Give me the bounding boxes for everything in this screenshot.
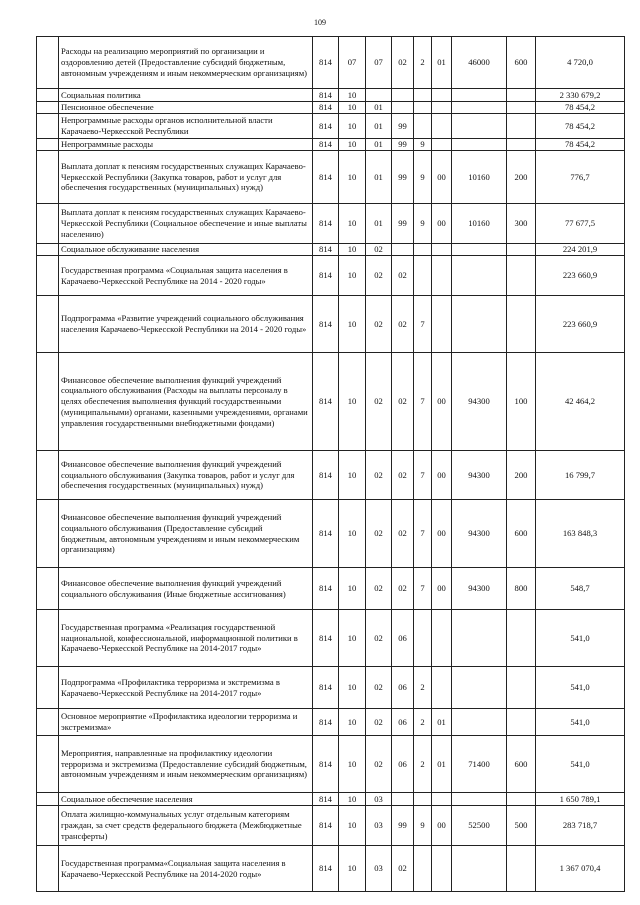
section-code-cell: 10 [339,204,366,244]
amount-cell: 16 799,7 [536,451,625,500]
subprogram-code-cell: 9 [414,151,432,204]
ved-code-cell: 814 [313,500,339,568]
event-code-cell [432,244,452,256]
page-number: 109 [314,18,326,27]
expense-type-cell: 800 [507,568,536,610]
row-number-cell [37,451,59,500]
direction-code-cell [452,846,507,892]
item-name-cell: Государственная программа«Социальная защита населения в Карачаево-Черкесской Республике на 2014-2020 годы» [59,846,313,892]
amount-cell: 776,7 [536,151,625,204]
amount-cell: 78 454,2 [536,139,625,151]
item-name-cell: Социальная политика [59,89,313,102]
program-code-cell: 02 [392,353,414,451]
expense-type-cell: 200 [507,451,536,500]
subprogram-code-cell [414,846,432,892]
subprogram-code-cell: 9 [414,204,432,244]
expense-type-cell: 300 [507,204,536,244]
ved-code-cell: 814 [313,793,339,806]
event-code-cell: 00 [432,806,452,846]
table-row [37,500,625,568]
program-code-cell [392,89,414,102]
amount-cell: 163 848,3 [536,500,625,568]
table-row [37,709,625,736]
section-code-cell: 10 [339,610,366,667]
subprogram-code-cell [414,244,432,256]
ved-code-cell: 814 [313,244,339,256]
amount-cell: 77 677,5 [536,204,625,244]
item-name-cell: Выплата доплат к пенсиям государственных служащих Карачаево-Черкесской Республики (Социальное обеспечение и иные выплаты населению) [59,204,313,244]
event-code-cell [432,610,452,667]
table-row [37,114,625,139]
section-code-cell: 10 [339,296,366,353]
program-code-cell: 06 [392,736,414,793]
subsection-code-cell: 01 [366,139,392,151]
section-code-cell: 07 [339,37,366,89]
expense-type-cell [507,89,536,102]
table-row [37,736,625,793]
subprogram-code-cell [414,793,432,806]
subprogram-code-cell: 2 [414,667,432,709]
subsection-code-cell: 01 [366,114,392,139]
subsection-code-cell: 03 [366,806,392,846]
subsection-code-cell: 01 [366,102,392,114]
direction-code-cell: 94300 [452,500,507,568]
section-code-cell: 10 [339,500,366,568]
direction-code-cell [452,244,507,256]
event-code-cell [432,667,452,709]
event-code-cell: 00 [432,500,452,568]
direction-code-cell [452,114,507,139]
event-code-cell [432,89,452,102]
table-row [37,610,625,667]
row-number-cell [37,204,59,244]
ved-code-cell: 814 [313,846,339,892]
ved-code-cell: 814 [313,89,339,102]
subprogram-code-cell: 7 [414,451,432,500]
ved-code-cell: 814 [313,114,339,139]
table-row [37,793,625,806]
event-code-cell [432,139,452,151]
subprogram-code-cell: 2 [414,709,432,736]
item-name-cell: Расходы на реализацию мероприятий по организации и оздоровлению детей (Предоставление субсидий бюджетным, автономным учреждениям и иным некоммерческим организациям) [59,37,313,89]
row-number-cell [37,667,59,709]
row-number-cell [37,736,59,793]
item-name-cell: Государственная программа «Социальная защита населения в Карачаево-Черкесской Республике на 2014 - 2020 годы» [59,256,313,296]
item-name-cell: Оплата жилищно-коммунальных услуг отдельным категориям граждан, за счет средств федерального бюджета (Межбюджетные трансферты) [59,806,313,846]
program-code-cell [392,244,414,256]
ved-code-cell: 814 [313,353,339,451]
item-name-cell: Социальное обеспечение населения [59,793,313,806]
program-code-cell: 02 [392,37,414,89]
item-name-cell: Государственная программа «Реализация государственной национальной, конфессиональной, информационной политики в Карачаево-Черкесской Республике на 2014-2017 годы» [59,610,313,667]
event-code-cell: 00 [432,568,452,610]
subsection-code-cell: 02 [366,610,392,667]
subprogram-code-cell: 2 [414,736,432,793]
subprogram-code-cell: 7 [414,296,432,353]
direction-code-cell: 10160 [452,204,507,244]
event-code-cell [432,296,452,353]
section-code-cell: 10 [339,806,366,846]
event-code-cell: 01 [432,736,452,793]
program-code-cell: 02 [392,568,414,610]
expense-type-cell [507,610,536,667]
expense-type-cell [507,793,536,806]
table-row [37,151,625,204]
program-code-cell: 06 [392,709,414,736]
amount-cell: 541,0 [536,667,625,709]
event-code-cell [432,846,452,892]
amount-cell: 78 454,2 [536,102,625,114]
amount-cell: 223 660,9 [536,296,625,353]
subprogram-code-cell: 7 [414,353,432,451]
section-code-cell: 10 [339,151,366,204]
program-code-cell: 02 [392,256,414,296]
table-row [37,451,625,500]
item-name-cell: Финансовое обеспечение выполнения функций учреждений социального обслуживания (Иные бюджетные ассигнования) [59,568,313,610]
item-name-cell: Непрограммные расходы органов исполнительной власти Карачаево-Черкесской Республики [59,114,313,139]
expense-type-cell [507,114,536,139]
subprogram-code-cell: 9 [414,806,432,846]
program-code-cell: 02 [392,846,414,892]
amount-cell: 1 650 789,1 [536,793,625,806]
program-code-cell: 02 [392,500,414,568]
program-code-cell: 99 [392,806,414,846]
item-name-cell: Непрограммные расходы [59,139,313,151]
table-row [37,256,625,296]
item-name-cell: Мероприятия, направленные на профилактику идеологии терроризма и экстремизма (Предоставление субсидий бюджетным, автономным учреждениям и иным некоммерческим организациям) [59,736,313,793]
item-name-cell: Финансовое обеспечение выполнения функций учреждений социального обслуживания (Расходы на выплаты персоналу в целях обеспечения выполнения функций государственными (муниципальными) органами, казенными учреждениями, органами управления государственными внебюджетными фондами) [59,353,313,451]
expense-type-cell: 600 [507,500,536,568]
section-code-cell: 10 [339,89,366,102]
amount-cell: 4 720,0 [536,37,625,89]
direction-code-cell: 94300 [452,353,507,451]
item-name-cell: Финансовое обеспечение выполнения функций учреждений социального обслуживания (Закупка товаров, работ и услуг для обеспечения государственных (муниципальных) нужд) [59,451,313,500]
subsection-code-cell: 02 [366,451,392,500]
section-code-cell: 10 [339,793,366,806]
table-row [37,846,625,892]
ved-code-cell: 814 [313,37,339,89]
item-name-cell: Подпрограмма «Профилактика терроризма и экстремизма в Карачаево-Черкесской Республике на 2014-2017 годы» [59,667,313,709]
subsection-code-cell: 01 [366,204,392,244]
direction-code-cell [452,610,507,667]
subsection-code-cell: 02 [366,500,392,568]
section-code-cell: 10 [339,353,366,451]
expense-type-cell: 100 [507,353,536,451]
direction-code-cell [452,296,507,353]
amount-cell: 1 367 070,4 [536,846,625,892]
table-row [37,139,625,151]
subprogram-code-cell [414,114,432,139]
subsection-code-cell: 07 [366,37,392,89]
ved-code-cell: 814 [313,806,339,846]
row-number-cell [37,793,59,806]
expense-type-cell [507,296,536,353]
amount-cell: 541,0 [536,610,625,667]
program-code-cell [392,793,414,806]
table-row [37,244,625,256]
table-row [37,806,625,846]
amount-cell: 541,0 [536,709,625,736]
section-code-cell: 10 [339,846,366,892]
ved-code-cell: 814 [313,451,339,500]
amount-cell: 223 660,9 [536,256,625,296]
program-code-cell: 99 [392,204,414,244]
ved-code-cell: 814 [313,736,339,793]
row-number-cell [37,353,59,451]
subsection-code-cell: 03 [366,846,392,892]
table-row [37,568,625,610]
subsection-code-cell: 02 [366,709,392,736]
subsection-code-cell: 02 [366,667,392,709]
subprogram-code-cell [414,102,432,114]
program-code-cell: 99 [392,139,414,151]
subsection-code-cell: 02 [366,256,392,296]
item-name-cell: Основное мероприятие «Профилактика идеологии терроризма и экстремизма» [59,709,313,736]
row-number-cell [37,89,59,102]
direction-code-cell: 94300 [452,568,507,610]
subsection-code-cell: 01 [366,151,392,204]
direction-code-cell: 10160 [452,151,507,204]
item-name-cell: Подпрограмма «Развитие учреждений социального обслуживания населения Карачаево-Черкесской Республики на 2014 - 2020 годы» [59,296,313,353]
direction-code-cell [452,139,507,151]
table-row [37,204,625,244]
section-code-cell: 10 [339,736,366,793]
ved-code-cell: 814 [313,204,339,244]
budget-table [36,36,625,892]
subsection-code-cell: 02 [366,736,392,793]
expense-type-cell: 500 [507,806,536,846]
item-name-cell: Выплата доплат к пенсиям государственных служащих Карачаево-Черкесской Республики (Закупка товаров, работ и услуг для обеспечения государственных (муниципальных) нужд) [59,151,313,204]
expense-type-cell [507,244,536,256]
section-code-cell: 10 [339,667,366,709]
row-number-cell [37,256,59,296]
row-number-cell [37,139,59,151]
subprogram-code-cell [414,89,432,102]
row-number-cell [37,114,59,139]
item-name-cell: Социальное обслуживание населения [59,244,313,256]
subsection-code-cell: 02 [366,296,392,353]
subsection-code-cell: 02 [366,244,392,256]
ved-code-cell: 814 [313,296,339,353]
program-code-cell: 02 [392,296,414,353]
expense-type-cell [507,667,536,709]
subsection-code-cell: 02 [366,568,392,610]
program-code-cell [392,102,414,114]
subprogram-code-cell: 7 [414,500,432,568]
direction-code-cell: 46000 [452,37,507,89]
ved-code-cell: 814 [313,151,339,204]
event-code-cell [432,114,452,139]
expense-type-cell: 200 [507,151,536,204]
program-code-cell: 06 [392,610,414,667]
subprogram-code-cell: 2 [414,37,432,89]
item-name-cell: Пенсионное обеспечение [59,102,313,114]
ved-code-cell: 814 [313,568,339,610]
row-number-cell [37,610,59,667]
table-row [37,296,625,353]
expense-type-cell [507,846,536,892]
section-code-cell: 10 [339,139,366,151]
direction-code-cell: 71400 [452,736,507,793]
table-row [37,667,625,709]
event-code-cell [432,256,452,296]
direction-code-cell [452,709,507,736]
ved-code-cell: 814 [313,667,339,709]
section-code-cell: 10 [339,244,366,256]
item-name-cell: Финансовое обеспечение выполнения функций учреждений социального обслуживания (Предоставление субсидий бюджетным, автономным учреждениям и иным некоммерческим организациям) [59,500,313,568]
event-code-cell: 00 [432,451,452,500]
row-number-cell [37,151,59,204]
table-row [37,89,625,102]
section-code-cell: 10 [339,256,366,296]
direction-code-cell [452,793,507,806]
direction-code-cell [452,102,507,114]
section-code-cell: 10 [339,114,366,139]
amount-cell: 78 454,2 [536,114,625,139]
row-number-cell [37,500,59,568]
amount-cell: 2 330 679,2 [536,89,625,102]
subsection-code-cell: 03 [366,793,392,806]
table-row [37,102,625,114]
direction-code-cell: 94300 [452,451,507,500]
amount-cell: 42 464,2 [536,353,625,451]
row-number-cell [37,296,59,353]
program-code-cell: 99 [392,114,414,139]
expense-type-cell: 600 [507,37,536,89]
subsection-code-cell [366,89,392,102]
event-code-cell: 01 [432,37,452,89]
program-code-cell: 99 [392,151,414,204]
row-number-cell [37,709,59,736]
expense-type-cell [507,139,536,151]
ved-code-cell: 814 [313,102,339,114]
row-number-cell [37,244,59,256]
row-number-cell [37,37,59,89]
section-code-cell: 10 [339,102,366,114]
amount-cell: 283 718,7 [536,806,625,846]
program-code-cell: 02 [392,451,414,500]
table-row [37,353,625,451]
section-code-cell: 10 [339,709,366,736]
direction-code-cell: 52500 [452,806,507,846]
amount-cell: 541,0 [536,736,625,793]
event-code-cell: 00 [432,353,452,451]
direction-code-cell [452,256,507,296]
ved-code-cell: 814 [313,610,339,667]
expense-type-cell [507,256,536,296]
amount-cell: 224 201,9 [536,244,625,256]
ved-code-cell: 814 [313,139,339,151]
direction-code-cell [452,667,507,709]
expense-type-cell [507,709,536,736]
section-code-cell: 10 [339,451,366,500]
expense-type-cell: 600 [507,736,536,793]
event-code-cell: 00 [432,204,452,244]
row-number-cell [37,102,59,114]
row-number-cell [37,568,59,610]
event-code-cell [432,102,452,114]
subprogram-code-cell: 7 [414,568,432,610]
subprogram-code-cell: 9 [414,139,432,151]
event-code-cell: 00 [432,151,452,204]
section-code-cell: 10 [339,568,366,610]
event-code-cell: 01 [432,709,452,736]
expense-type-cell [507,102,536,114]
subprogram-code-cell [414,610,432,667]
row-number-cell [37,806,59,846]
program-code-cell: 06 [392,667,414,709]
ved-code-cell: 814 [313,709,339,736]
subsection-code-cell: 02 [366,353,392,451]
table-row [37,37,625,89]
amount-cell: 548,7 [536,568,625,610]
subprogram-code-cell [414,256,432,296]
direction-code-cell [452,89,507,102]
event-code-cell [432,793,452,806]
row-number-cell [37,846,59,892]
ved-code-cell: 814 [313,256,339,296]
